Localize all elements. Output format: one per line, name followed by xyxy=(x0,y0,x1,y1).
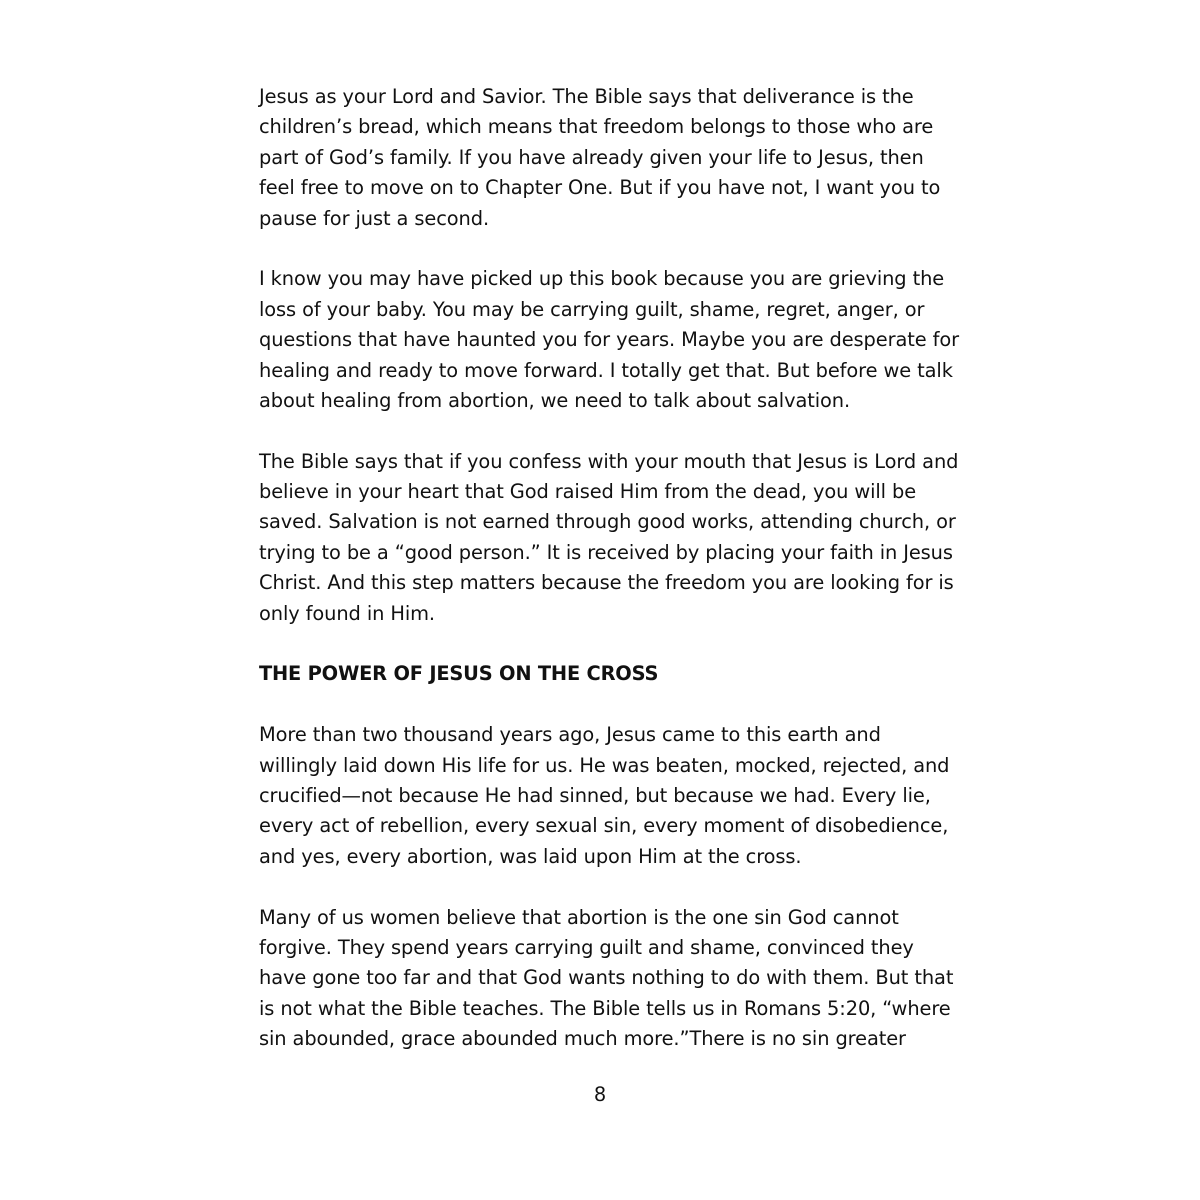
text-line: The Bible says that if you confess with your mouth that Jesus is Lord and xyxy=(259,449,959,473)
page-body xyxy=(259,82,959,1085)
text-line: willingly laid down His life for us. He was beaten, mocked, rejected, and xyxy=(259,753,950,777)
text-line: saved. Salvation is not earned through good works, attending church, or xyxy=(259,510,956,534)
section-heading: THE POWER OF JESUS ON THE CROSS xyxy=(259,662,659,686)
text-line: crucified—not because He had sinned, but because we had. Every lie, xyxy=(259,784,931,807)
text-line: I know you may have picked up this book because you are grieving the xyxy=(259,267,945,291)
text-line: is not what the Bible teaches. The Bible tells us in Romans 5:20, “where xyxy=(259,996,951,1020)
page-number: 8 xyxy=(593,1083,607,1106)
text-line: questions that have haunted you for years. Maybe you are desperate for xyxy=(259,328,959,352)
text-line: forgive. They spend years carrying guilt and shame, convinced they xyxy=(259,935,914,959)
text-line: feel free to move on to Chapter One. But if you have not, I want you to xyxy=(259,176,941,200)
text-line: sin abounded, grace abounded much more.”There is no sin greater xyxy=(259,1027,906,1051)
text-line: Many of us women believe that abortion is the one sin God cannot xyxy=(259,905,899,929)
text-line: about healing from abortion, we need to talk about salvation. xyxy=(259,388,851,412)
text-line: have gone too far and that God wants nothing to do with them. But that xyxy=(259,966,954,990)
text-line: only found in Him. xyxy=(259,601,435,625)
text-line: Jesus as your Lord and Savior. The Bible says that deliverance is the xyxy=(259,85,914,108)
text-line: loss of your baby. You may be carrying guilt, shame, regret, anger, or xyxy=(259,297,925,321)
text-line: Christ. And this step matters because the freedom you are looking for is xyxy=(259,571,954,595)
paragraph-cross xyxy=(259,720,959,872)
paragraph-confession xyxy=(259,447,959,629)
text-line: healing and ready to move forward. I totally get that. But before we talk xyxy=(259,358,953,382)
text-line: More than two thousand years ago, Jesus came to this earth and xyxy=(259,723,881,747)
text-line: children’s bread, which means that freedom belongs to those who are xyxy=(259,115,934,139)
paragraph-salvation-intro xyxy=(259,82,959,234)
paragraph-forgiveness xyxy=(259,903,959,1055)
text-line: and yes, every abortion, was laid upon Him at the cross. xyxy=(259,844,802,868)
text-line: part of God’s family. If you have already given your life to Jesus, then xyxy=(259,145,924,169)
text-line: pause for just a second. xyxy=(259,206,490,230)
text-line: believe in your heart that God raised Him from the dead, you will be xyxy=(259,480,917,504)
paragraph-grieving xyxy=(259,264,959,416)
text-line: trying to be a “good person.” It is received by placing your faith in Jesus xyxy=(259,540,953,564)
text-line: every act of rebellion, every sexual sin, every moment of disobedience, xyxy=(259,814,949,838)
